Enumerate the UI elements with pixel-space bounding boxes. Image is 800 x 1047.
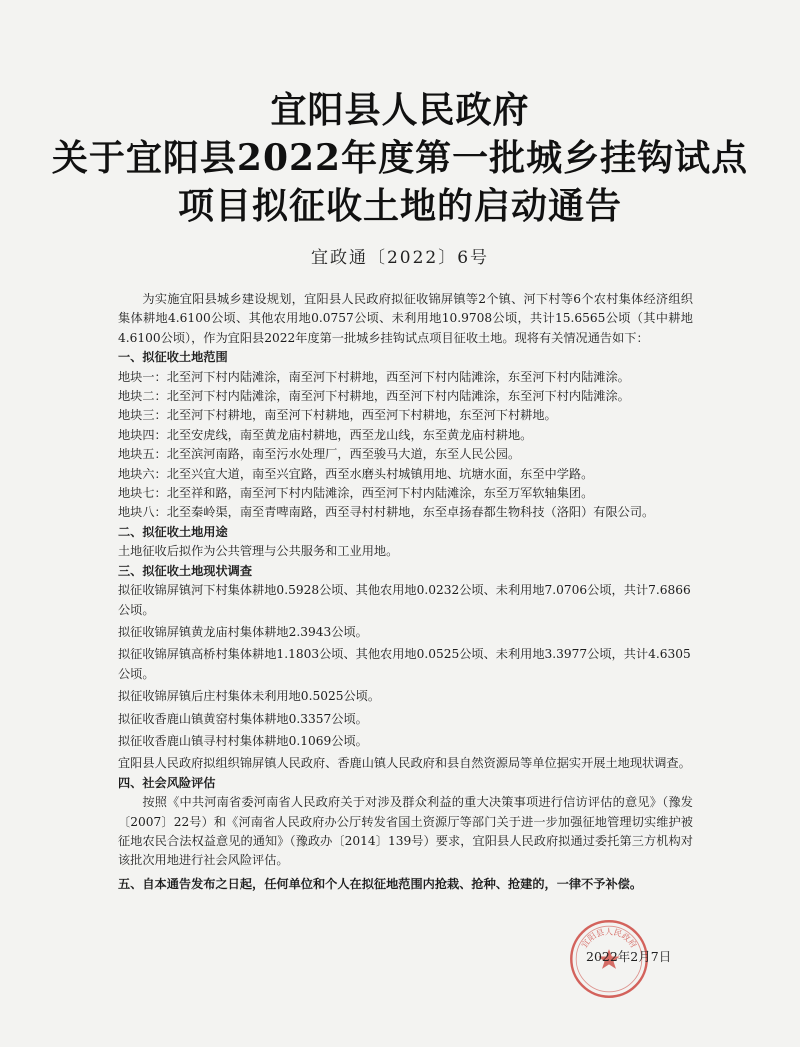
- survey-item: 拟征收锦屏镇后庄村集体未利用地0.5025公顷。: [118, 689, 381, 704]
- survey-item: 拟征收锦屏镇黄龙庙村集体耕地2.3943公顷。: [118, 624, 368, 639]
- parcel-item: 地块一：北至河下村内陆滩涂，南至河下村耕地，西至河下村内陆滩涂，东至河下村内陆滩涂。: [118, 369, 630, 384]
- parcel-item: 地块七：北至祥和路，南至河下村内陆滩涂，西至河下村内陆滩涂，东至万军软轴集团。: [118, 486, 594, 501]
- section-1-heading: 一、拟征收土地范围: [118, 350, 228, 365]
- intro-paragraph: 为实施宜阳县城乡建设规划，宜阳县人民政府拟征收锦屏镇等2个镇、河下村等6个农村集体经济组织集体耕地4.6100公顷、其他农用地0.0757公顷、未利用地10.9708公顷，共计15.6565公顷（其中耕地4.6100公顷），作为宜阳县2022年度第一批城乡挂钩试点项目征收土地。现将有关情况通告如下：: [118, 292, 693, 345]
- section-2-heading: 二、拟征收土地用途: [118, 524, 228, 539]
- survey-item: 拟征收香鹿山镇黄窑村集体耕地0.3357公顷。: [118, 711, 368, 726]
- parcel-item: 地块六：北至兴宜大道，南至兴宜路，西至水磨头村城镇用地、坑塘水面，东至中学路。: [118, 466, 594, 481]
- section-5-statement: 五、自本通告发布之日起，任何单位和个人在拟征地范围内抢栽、抢种、抢建的，一律不予补偿。: [118, 876, 643, 891]
- section-4-heading: 四、社会风险评估: [118, 775, 216, 790]
- document-number: 宜政通〔2022〕6号: [310, 248, 490, 268]
- notice-body: [118, 290, 693, 894]
- land-use-text: 土地征收后拟作为公共管理与公共服务和工业用地。: [118, 544, 399, 559]
- section-3-heading: 三、拟征收土地现状调查: [118, 563, 253, 578]
- risk-assessment-text: 按照《中共河南省委河南省人民政府关于对涉及群众利益的重大决策事项进行信访评估的意见》（豫发〔2007〕22号）和《河南省人民政府办公厅转发省国土资源厅等部门关于进一步加强征地管理切实维护被征地农民合法权益意见的通知》（豫政办〔2014〕139号）要求，宜阳县人民政府拟通过委托第三方机构对该批次用地进行社会风险评估。: [118, 795, 693, 868]
- parcel-item: 地块三：北至河下村耕地，南至河下村耕地，西至河下村耕地，东至河下村耕地。: [118, 408, 557, 423]
- parcel-item: 地块四：北至安虎线，南至黄龙庙村耕地，西至龙山线，东至黄龙庙村耕地。: [118, 427, 533, 442]
- svg-text:宜阳县人民政府: 宜阳县人民政府: [578, 926, 640, 950]
- title-line-1: 宜阳县人民政府: [270, 89, 530, 131]
- title-line-2: 关于宜阳县2022年度第一批城乡挂钩试点: [51, 137, 749, 179]
- survey-item: 拟征收锦屏镇高桥村集体耕地1.1803公顷、其他农用地0.0525公顷、未利用地3.3977公顷，共计4.6305公顷。: [118, 647, 691, 681]
- issue-date: 2022年2月7日: [586, 949, 672, 964]
- parcel-item: 地块二：北至河下村内陆滩涂，南至河下村耕地，西至河下村内陆滩涂，东至河下村内陆滩涂。: [118, 389, 630, 404]
- title-line-3: 项目拟征收土地的启动通告: [177, 185, 622, 227]
- parcel-item: 地块八：北至秦岭渠，南至青啤南路，西至寻村村耕地，东至卓扬春都生物科技（洛阳）有限公司。: [118, 505, 655, 520]
- survey-item: 拟征收香鹿山镇寻村村集体耕地0.1069公顷。: [118, 733, 368, 748]
- parcel-item: 地块五：北至滨河南路，南至污水处理厂，西至骏马大道，东至人民公园。: [118, 447, 521, 462]
- survey-item: 拟征收锦屏镇河下村集体耕地0.5928公顷、其他农用地0.0232公顷、未利用地7.0706公顷，共计7.6866公顷。: [118, 583, 691, 617]
- survey-item: 宜阳县人民政府拟组织锦屏镇人民政府、香鹿山镇人民政府和县自然资源局等单位据实开展土地现状调查。: [118, 756, 691, 771]
